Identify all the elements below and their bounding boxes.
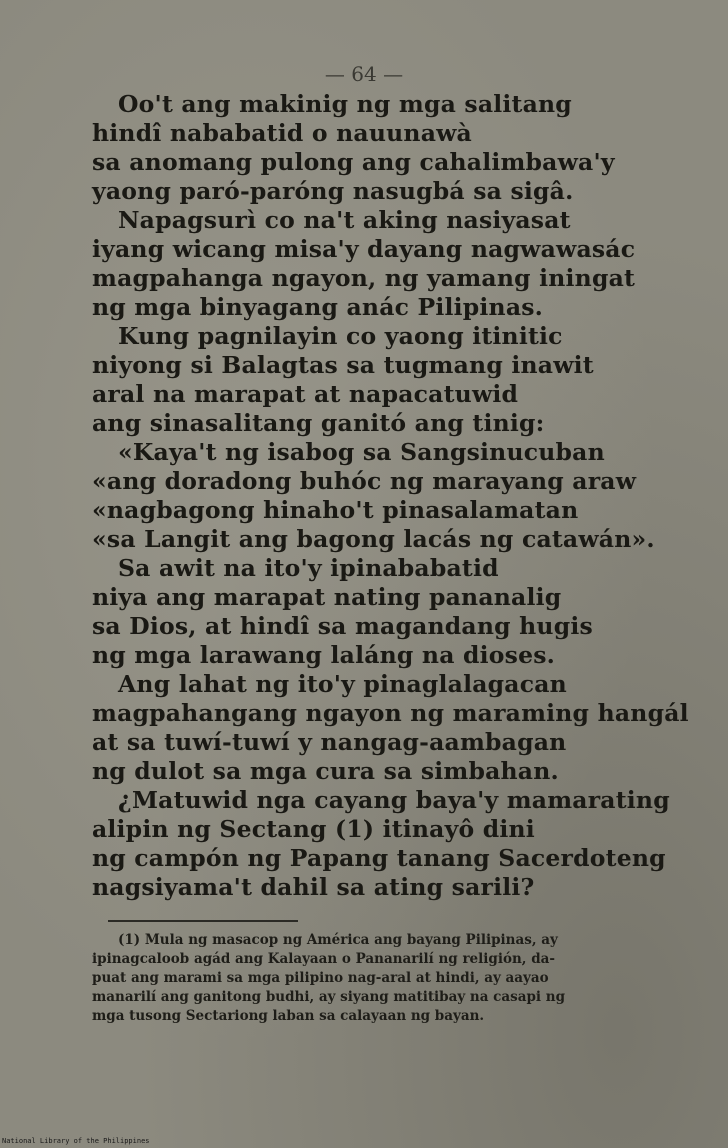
footnote-line: puat ang marami sa mga pilipino nag-aral at hindi, ay aayao — [92, 970, 549, 986]
verse-line: ng campón ng Papang tanang Sacerdoteng — [92, 844, 666, 872]
verse-line: hindî nababatid o nauunawà — [92, 119, 472, 147]
footnote-line: (1) Mula ng masacop ng América ang bayang Pilipinas, ay — [118, 932, 558, 948]
page-number: — 64 — — [324, 62, 404, 86]
verse-line: ng dulot sa mga cura sa simbahan. — [92, 757, 559, 785]
verse-line: at sa tuwí-tuwí y nangag-aambagan — [92, 728, 567, 756]
verse-line: magpahanga ngayon, ng yamang iningat — [92, 264, 636, 292]
verse-line: Sa awit na ito'y ipinababatid — [118, 554, 499, 582]
verse-line: sa Dios, at hindî sa magandang hugis — [92, 612, 593, 640]
footnote-divider — [108, 920, 298, 922]
verse-line: nagsiyama't dahil sa ating sarili? — [92, 873, 535, 901]
verse-line: sa anomang pulong ang cahalimbawa'y — [92, 148, 615, 176]
verse-line: «Kaya't ng isabog sa Sangsinucuban — [118, 438, 605, 466]
library-credit: National Library of the Philippines — [2, 1137, 150, 1145]
footnote-line: manarilí ang ganitong budhi, ay siyang matitibay na casapi ng — [92, 989, 566, 1005]
verse-line: aral na marapat at napacatuwid — [92, 380, 519, 408]
verse-line: «ang doradong buhóc ng marayang araw — [92, 467, 637, 495]
verse-line: yaong paró-paróng nasugbá sa sigâ. — [92, 177, 574, 205]
footnote-line: ipinagcaloob agád ang Kalayaan o Pananarilí ng religión, da- — [92, 951, 555, 967]
verse-line: ang sinasalitang ganitó ang tinig: — [92, 409, 545, 437]
verse-line: magpahangang ngayon ng maraming hangál — [92, 699, 689, 727]
verse-line: iyang wicang misa'y dayang nagwawasác — [92, 235, 636, 263]
verse-line: niyong si Balagtas sa tugmang inawit — [92, 351, 594, 379]
verse-line: Oo't ang makinig ng mga salitang — [118, 90, 572, 118]
verse-line: «sa Langit ang bagong lacás ng catawán». — [92, 525, 655, 553]
verse-line: ng mga larawang laláng na dioses. — [92, 641, 556, 669]
verse-line: ng mga binyagang anác Pilipinas. — [92, 293, 544, 321]
verse-line: Kung pagnilayin co yaong itinitic — [118, 322, 563, 350]
footnote-line: mga tusong Sectariong laban sa calayaan ng bayan. — [92, 1008, 485, 1024]
verse-line: «nagbagong hinaho't pinasalamatan — [92, 496, 579, 524]
verse-line: ¿Matuwid nga cayang baya'y mamarating — [118, 786, 670, 814]
verse-line: Ang lahat ng ito'y pinaglalagacan — [118, 670, 567, 698]
verse-line: alipin ng Sectang (1) itinayô dini — [92, 815, 535, 843]
verse-line: niya ang marapat nating pananalig — [92, 583, 562, 611]
verse-line: Napagsurì co na't aking nasiyasat — [118, 206, 571, 234]
